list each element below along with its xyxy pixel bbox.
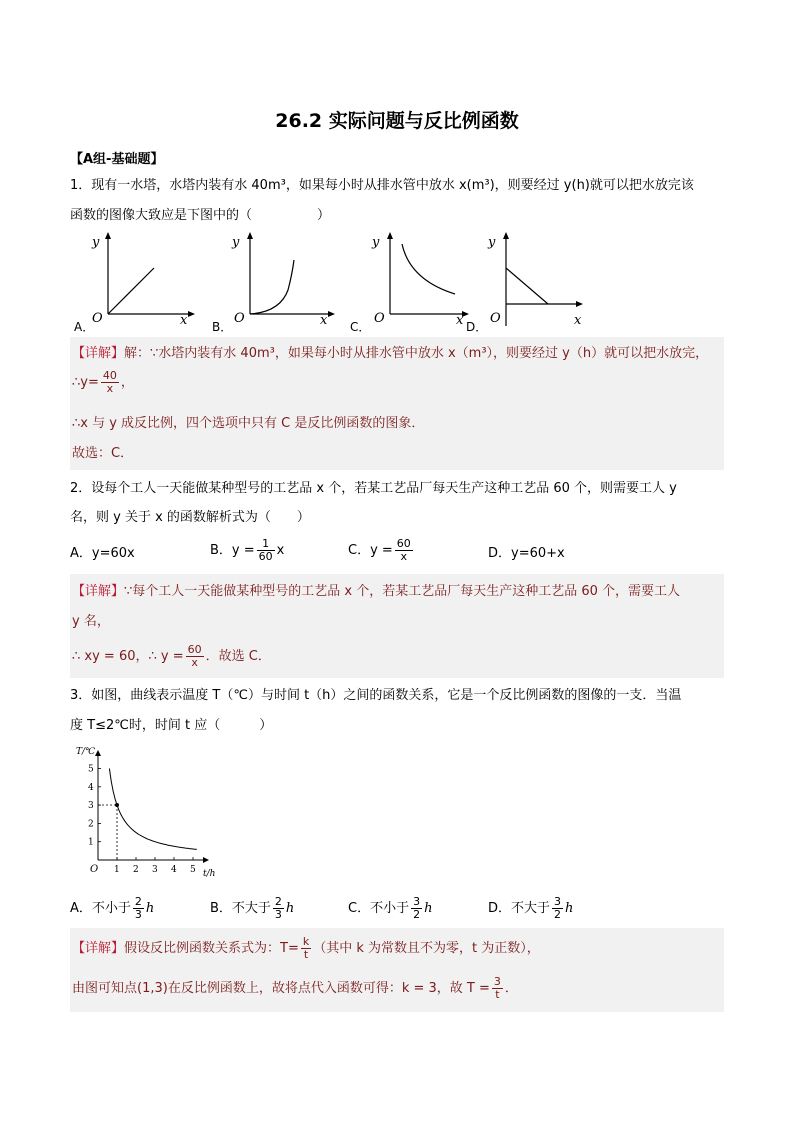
q1-solution-line3: ∴x 与 y 成反比例，四个选项中只有 C 是反比例函数的图象． — [72, 416, 425, 431]
q1-line2: 函数的图像大致应是下图中的（ ） — [70, 208, 331, 223]
q3-xtick-label: 3 — [152, 865, 158, 875]
graph-b — [231, 232, 335, 328]
q3-sol2-den: t — [495, 988, 500, 1001]
q3-ytick-label: 1 — [88, 837, 94, 848]
q1-sol2-num: 40 — [102, 369, 117, 382]
q3-sol1-fraction — [301, 936, 311, 961]
q3-optc-den: 2 — [413, 908, 421, 921]
q3-option-c — [348, 896, 432, 921]
graph-c-curve — [402, 244, 455, 294]
graph-b-curve — [250, 260, 294, 314]
q2-optb-den: 60 — [258, 550, 273, 563]
q2-solution-line3 — [72, 644, 271, 669]
q3-opta-prefix: A．不小于 — [70, 901, 131, 916]
q2-option-c — [348, 538, 415, 563]
section-heading: 【A组-基础题】 — [70, 152, 164, 167]
q3-option-b — [210, 896, 294, 921]
q2-sol3-fraction — [186, 644, 204, 669]
q3-ytick-label: 3 — [88, 801, 94, 812]
q1-solution-line2 — [72, 370, 134, 395]
q1-sol2-fraction — [101, 370, 119, 395]
q3-line2: 度 T≤2℃时，时间 t 应（ ） — [70, 718, 273, 733]
q3-sol2-prefix: 由图可知点(1,3)在反比例函数上，故将点代入函数可得：k = 3，故 T = — [72, 981, 490, 996]
q1-option-c: C． — [350, 320, 371, 334]
q1-line1: 1．现有一水塔，水塔内装有水 40m³，如果每小时从排水管中放水 x(m³)，则要经过 y(h)就可以把水放完该 — [70, 178, 694, 193]
q2-optc-prefix: C．y = — [348, 543, 393, 558]
q3-chart-origin: O — [90, 864, 99, 875]
graph-c — [371, 232, 469, 328]
q1-sol2-suffix: ， — [120, 375, 134, 390]
q2-solution-line1 — [72, 582, 680, 602]
graph-c-xlabel: x — [456, 313, 464, 328]
q3-ytick-label: 4 — [88, 782, 94, 793]
q3-sol1-suffix: （其中 k 为常数且不为零，t 为正数）， — [313, 941, 540, 956]
graph-c-origin: O — [374, 311, 385, 326]
q3-sol2-suffix: ． — [504, 981, 518, 996]
q3-optd-suffix: h — [565, 901, 574, 916]
q3-optc-suffix: h — [424, 901, 433, 916]
graph-d-origin: O — [490, 311, 501, 326]
q3-sol1-prefix: 假设反比例函数关系式为：T= — [124, 941, 299, 956]
q2-sol3-prefix: ∴ xy = 60，∴ y = — [72, 649, 184, 664]
q3-line1: 3．如图，曲线表示温度 T（℃）与时间 t（h）之间的函数关系，它是一个反比例函数的图像的一支．当温 — [70, 688, 682, 703]
q3-optb-num: 2 — [274, 895, 282, 908]
q1-solution-line4: 故选：C． — [72, 446, 134, 461]
q2-sol3-suffix: ．故选 C． — [205, 649, 271, 664]
q3-opta-num: 2 — [134, 895, 142, 908]
q3-option-d — [488, 896, 573, 921]
q2-line1: 2．设每个工人一天能做某种型号的工艺品 x 个，若某工艺品厂每天生产这种工艺品 60 个，则需要工人 y — [70, 481, 677, 496]
q2-sol3-den: x — [191, 656, 198, 669]
q3-optc-prefix: C．不小于 — [348, 901, 410, 916]
q2-optc-fraction — [395, 538, 413, 563]
q2-option-b — [210, 538, 284, 563]
q3-optd-fraction — [552, 896, 563, 921]
graph-d-xlabel: x — [574, 313, 582, 328]
graph-d — [487, 232, 583, 328]
q3-option-a — [70, 896, 154, 921]
q1-solution-line1 — [72, 344, 708, 364]
q1-option-graphs — [70, 230, 610, 332]
graph-a-ylabel: y — [92, 235, 100, 250]
q3-optd-prefix: D．不大于 — [488, 901, 551, 916]
q3-optb-prefix: B．不大于 — [210, 901, 271, 916]
q2-sol3-num: 60 — [187, 643, 202, 656]
q3-xtick-label: 1 — [114, 865, 120, 875]
q3-opta-fraction — [133, 896, 144, 921]
q3-opta-den: 3 — [134, 908, 142, 921]
q3-chart-ylabel: T/℃ — [76, 747, 96, 757]
q1-solution-tag: 【详解】 — [72, 346, 125, 361]
q2-option-a: A．y=60x — [70, 546, 135, 561]
graph-b-xlabel: x — [320, 313, 328, 328]
q3-xtick-label: 2 — [133, 865, 139, 875]
q2-optc-num: 60 — [396, 537, 411, 550]
q1-solution-text1: 解：∵水塔内装有水 40m³，如果每小时从排水管中放水 x（m³），则要经过 y（h）就可以把水放完， — [124, 346, 709, 361]
q3-point — [115, 803, 119, 807]
q3-opta-suffix: h — [145, 901, 155, 916]
q1-option-d: D． — [466, 320, 488, 334]
q2-solution-text1: ∵每个工人一天能做某种型号的工艺品 x 个，若某工艺品厂每天生产这种工艺品 60 个，需要工人 — [124, 584, 681, 599]
graph-c-ylabel: y — [372, 235, 380, 250]
q3-solution-tag: 【详解】 — [72, 941, 125, 956]
q3-sol2-num: 3 — [493, 975, 501, 988]
q2-option-d: D．y=60+x — [488, 546, 565, 561]
graph-a-curve — [108, 268, 154, 314]
q2-optb-fraction — [257, 538, 275, 563]
q3-optd-num: 3 — [554, 895, 562, 908]
q2-solution-line2: y 名， — [72, 614, 110, 629]
q2-solution-tag: 【详解】 — [72, 584, 125, 599]
q3-solution-line2 — [72, 976, 518, 1001]
page-title: 26.2 实际问题与反比例函数 — [275, 110, 519, 132]
q3-solution-line1 — [72, 936, 540, 961]
q2-optb-num: 1 — [257, 538, 275, 551]
q2-line2: 名，则 y 关于 x 的函数解析式为（ ） — [70, 510, 310, 525]
q3-chart-xlabel: t/h — [203, 869, 216, 879]
q1-option-b: B． — [212, 320, 233, 334]
q3-optb-fraction — [273, 896, 284, 921]
graph-b-origin: O — [234, 311, 245, 326]
graph-a — [91, 232, 195, 328]
graph-b-ylabel: y — [232, 235, 240, 250]
q3-temperature-chart — [70, 742, 230, 882]
graph-a-xlabel: x — [180, 313, 188, 328]
q3-xtick-label: 5 — [190, 865, 196, 875]
q3-sol1-num: k — [302, 935, 310, 948]
q3-sol2-fraction — [492, 976, 503, 1001]
q2-optb-prefix: B．y = — [210, 543, 255, 558]
q1-sol2-prefix: ∴y= — [72, 375, 99, 390]
q2-optb-suffix: x — [276, 543, 285, 558]
q3-optb-den: 3 — [274, 908, 282, 921]
q1-sol2-den: x — [106, 382, 114, 395]
q3-ytick-label: 5 — [88, 764, 94, 775]
graph-d-ylabel: y — [488, 235, 496, 250]
q3-optb-suffix: h — [285, 901, 295, 916]
q3-optd-den: 2 — [554, 908, 562, 921]
q3-curve — [109, 769, 196, 850]
q3-optc-fraction — [411, 896, 422, 921]
q1-option-a: A． — [74, 320, 95, 334]
q3-optc-num: 3 — [413, 895, 421, 908]
q2-optc-den: x — [400, 550, 408, 563]
graph-d-curve — [506, 268, 548, 304]
q3-xtick-label: 4 — [171, 865, 177, 875]
q3-sol1-den: t — [303, 948, 309, 961]
graph-a-origin: O — [92, 311, 103, 326]
q3-ytick-label: 2 — [88, 819, 94, 830]
